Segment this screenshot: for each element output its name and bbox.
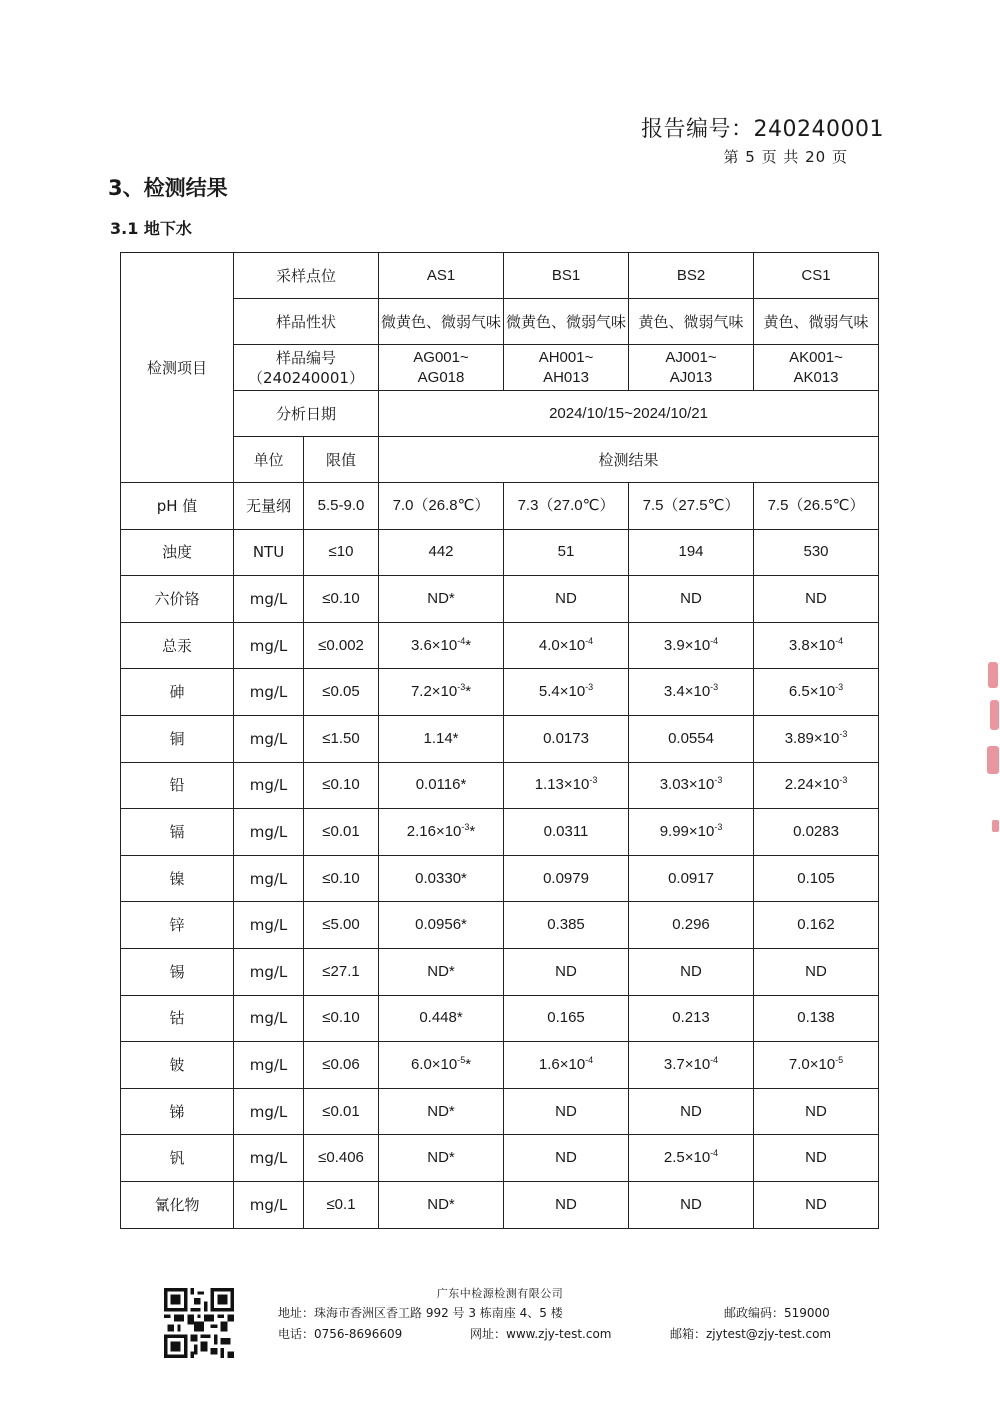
result-cell: $3.9\times 10^{-4}$: [629, 622, 754, 669]
result-cell: $5.4\times 10^{-3}$: [504, 669, 629, 716]
table-row: [121, 483, 879, 530]
result-cell: 0.385: [504, 902, 629, 949]
result-cell: ND*: [379, 1088, 504, 1135]
result-cell: 51: [504, 529, 629, 576]
result-cell: $3.4\times 10^{-3}$: [629, 669, 754, 716]
unit-label: 单位: [234, 437, 304, 483]
footer: [0, 1280, 1000, 1370]
result-cell: $3.89\times 10^{-3}$: [754, 715, 879, 762]
company-postcode: 邮政编码：519000: [724, 1306, 830, 1320]
limit-cell: 5.5-9.0: [304, 483, 379, 530]
result-cell: ND: [754, 576, 879, 623]
limit-cell: ≤0.10: [304, 576, 379, 623]
unit-cell: 无量纲: [234, 483, 304, 530]
unit-cell: mg/L: [234, 622, 304, 669]
table-row: [121, 529, 879, 576]
appearance-cell: 微黄色、微弱气味: [379, 299, 504, 345]
unit-cell: mg/L: [234, 855, 304, 902]
header-row-units: [121, 437, 879, 483]
result-cell: 0.213: [629, 995, 754, 1042]
header-row-date: [121, 391, 879, 437]
limit-cell: ≤27.1: [304, 948, 379, 995]
item-cell: 钴: [121, 995, 234, 1042]
item-cell: 砷: [121, 669, 234, 716]
result-cell: 0.448*: [379, 995, 504, 1042]
site-cell: CS1: [754, 253, 879, 299]
result-cell: $1.13\times 10^{-3}$: [504, 762, 629, 809]
item-cell: 浊度: [121, 529, 234, 576]
table-row: [121, 1042, 879, 1089]
unit-cell: mg/L: [234, 1135, 304, 1182]
result-cell: ND: [504, 1135, 629, 1182]
site-label: 采样点位: [234, 253, 379, 299]
result-cell: 0.0554: [629, 715, 754, 762]
company-name: 广东中检源检测有限公司: [436, 1287, 564, 1300]
result-cell: 0.296: [629, 902, 754, 949]
limit-cell: ≤0.06: [304, 1042, 379, 1089]
result-cell: ND*: [379, 1181, 504, 1228]
result-cell: ND*: [379, 1135, 504, 1182]
page-number: 第 5 页 共 20 页: [723, 148, 848, 166]
item-cell: 铍: [121, 1042, 234, 1089]
section-title: 3、检测结果: [108, 176, 228, 200]
result-cell: ND: [629, 948, 754, 995]
result-cell: $6.0\times 10^{-5}*$: [379, 1042, 504, 1089]
result-cell: 530: [754, 529, 879, 576]
analysis-date-label: 分析日期: [234, 391, 379, 437]
unit-cell: mg/L: [234, 902, 304, 949]
result-cell: $7.0\times 10^{-5}$: [754, 1042, 879, 1089]
result-cell: ND: [754, 1088, 879, 1135]
report-number: 报告编号：240240001: [641, 117, 884, 142]
table-row: [121, 1135, 879, 1182]
result-cell: 0.105: [754, 855, 879, 902]
result-cell: 0.0956*: [379, 902, 504, 949]
result-cell: 0.0173: [504, 715, 629, 762]
result-cell: 7.5（26.5℃）: [754, 483, 879, 530]
result-cell: 7.5（27.5℃）: [629, 483, 754, 530]
item-cell: 钒: [121, 1135, 234, 1182]
result-cell: $3.8\times 10^{-4}$: [754, 622, 879, 669]
result-cell: ND: [504, 1088, 629, 1135]
table-row: [121, 855, 879, 902]
result-cell: 0.162: [754, 902, 879, 949]
result-cell: 0.138: [754, 995, 879, 1042]
item-cell: 氰化物: [121, 1181, 234, 1228]
result-cell: 442: [379, 529, 504, 576]
result-cell: 7.3（27.0℃）: [504, 483, 629, 530]
result-cell: ND: [629, 1088, 754, 1135]
table-row: [121, 715, 879, 762]
unit-cell: mg/L: [234, 576, 304, 623]
limit-cell: ≤0.10: [304, 762, 379, 809]
unit-cell: mg/L: [234, 715, 304, 762]
unit-cell: mg/L: [234, 669, 304, 716]
appearance-label: 样品性状: [234, 299, 379, 345]
item-cell: 镍: [121, 855, 234, 902]
result-cell: 0.0330*: [379, 855, 504, 902]
appearance-cell: 微黄色、微弱气味: [504, 299, 629, 345]
result-cell: ND: [504, 1181, 629, 1228]
item-header-cell: 检测项目: [121, 253, 234, 483]
sample-no-label: 样品编号 （240240001）: [234, 345, 379, 391]
result-cell: ND: [754, 948, 879, 995]
table-row: [121, 762, 879, 809]
header-row-sample-no: [121, 345, 879, 391]
appearance-cell: 黄色、微弱气味: [754, 299, 879, 345]
unit-cell: mg/L: [234, 1181, 304, 1228]
limit-cell: ≤0.10: [304, 995, 379, 1042]
result-cell: ND: [754, 1135, 879, 1182]
result-label: 检测结果: [379, 437, 879, 483]
item-cell: 镉: [121, 809, 234, 856]
result-cell: $4.0\times 10^{-4}$: [504, 622, 629, 669]
company-address: 地址：珠海市香洲区香工路 992 号 3 栋南座 4、5 楼: [278, 1306, 563, 1320]
table-row: [121, 1181, 879, 1228]
result-cell: 7.0（26.8℃）: [379, 483, 504, 530]
result-cell: 0.0311: [504, 809, 629, 856]
site-cell: AS1: [379, 253, 504, 299]
sample-no-cell: AK001~ AK013: [754, 345, 879, 391]
results-table: [120, 252, 879, 1229]
result-cell: ND: [629, 576, 754, 623]
unit-cell: mg/L: [234, 762, 304, 809]
table-row: [121, 995, 879, 1042]
sample-no-cell: AJ001~ AJ013: [629, 345, 754, 391]
limit-cell: ≤1.50: [304, 715, 379, 762]
result-cell: 0.0116*: [379, 762, 504, 809]
table-row: [121, 948, 879, 995]
item-cell: 锑: [121, 1088, 234, 1135]
table-row: [121, 809, 879, 856]
result-cell: $1.6\times 10^{-4}$: [504, 1042, 629, 1089]
limit-label: 限值: [304, 437, 379, 483]
table-row: [121, 669, 879, 716]
unit-cell: mg/L: [234, 1088, 304, 1135]
item-cell: 锌: [121, 902, 234, 949]
table-row: [121, 1088, 879, 1135]
header-row-appearance: [121, 299, 879, 345]
unit-cell: NTU: [234, 529, 304, 576]
result-cell: $9.99\times 10^{-3}$: [629, 809, 754, 856]
appearance-cell: 黄色、微弱气味: [629, 299, 754, 345]
unit-cell: mg/L: [234, 1042, 304, 1089]
unit-cell: mg/L: [234, 948, 304, 995]
limit-cell: ≤0.002: [304, 622, 379, 669]
analysis-date-cell: 2024/10/15~2024/10/21: [379, 391, 879, 437]
unit-cell: mg/L: [234, 809, 304, 856]
result-cell: 0.0283: [754, 809, 879, 856]
results-table-body: [121, 253, 879, 1229]
stamp-edge-mark: [984, 660, 1000, 840]
table-row: [121, 902, 879, 949]
limit-cell: ≤0.05: [304, 669, 379, 716]
limit-cell: ≤0.1: [304, 1181, 379, 1228]
result-cell: ND*: [379, 576, 504, 623]
table-row: [121, 622, 879, 669]
item-cell: 锡: [121, 948, 234, 995]
subsection-title: 3.1 地下水: [110, 219, 192, 238]
result-cell: ND: [504, 948, 629, 995]
result-cell: 1.14*: [379, 715, 504, 762]
sample-no-cell: AG001~ AG018: [379, 345, 504, 391]
result-cell: 194: [629, 529, 754, 576]
unit-cell: mg/L: [234, 995, 304, 1042]
limit-cell: ≤10: [304, 529, 379, 576]
site-cell: BS1: [504, 253, 629, 299]
result-cell: $2.5\times 10^{-4}$: [629, 1135, 754, 1182]
header-row-site: [121, 253, 879, 299]
company-phone: 电话：0756-8696609: [278, 1327, 403, 1341]
limit-cell: ≤0.10: [304, 855, 379, 902]
limit-cell: ≤5.00: [304, 902, 379, 949]
item-cell: 铅: [121, 762, 234, 809]
result-cell: ND: [629, 1181, 754, 1228]
result-cell: $6.5\times 10^{-3}$: [754, 669, 879, 716]
result-cell: 0.0917: [629, 855, 754, 902]
result-cell: $3.03\times 10^{-3}$: [629, 762, 754, 809]
table-row: [121, 576, 879, 623]
sample-no-cell: AH001~ AH013: [504, 345, 629, 391]
limit-cell: ≤0.01: [304, 1088, 379, 1135]
result-cell: 0.165: [504, 995, 629, 1042]
result-cell: $3.6\times 10^{-4}*$: [379, 622, 504, 669]
result-cell: $2.16\times 10^{-3}*$: [379, 809, 504, 856]
item-cell: pH 值: [121, 483, 234, 530]
company-email[interactable]: 邮箱：zjytest@zjy-test.com: [670, 1327, 832, 1341]
result-cell: ND: [754, 1181, 879, 1228]
result-cell: $2.24\times 10^{-3}$: [754, 762, 879, 809]
result-cell: $7.2\times 10^{-3}*$: [379, 669, 504, 716]
site-cell: BS2: [629, 253, 754, 299]
result-cell: ND*: [379, 948, 504, 995]
limit-cell: ≤0.01: [304, 809, 379, 856]
result-cell: ND: [504, 576, 629, 623]
result-cell: 0.0979: [504, 855, 629, 902]
item-cell: 铜: [121, 715, 234, 762]
item-cell: 总汞: [121, 622, 234, 669]
company-website[interactable]: 网址：www.zjy-test.com: [470, 1327, 612, 1341]
item-cell: 六价铬: [121, 576, 234, 623]
limit-cell: ≤0.406: [304, 1135, 379, 1182]
result-cell: $3.7\times 10^{-4}$: [629, 1042, 754, 1089]
